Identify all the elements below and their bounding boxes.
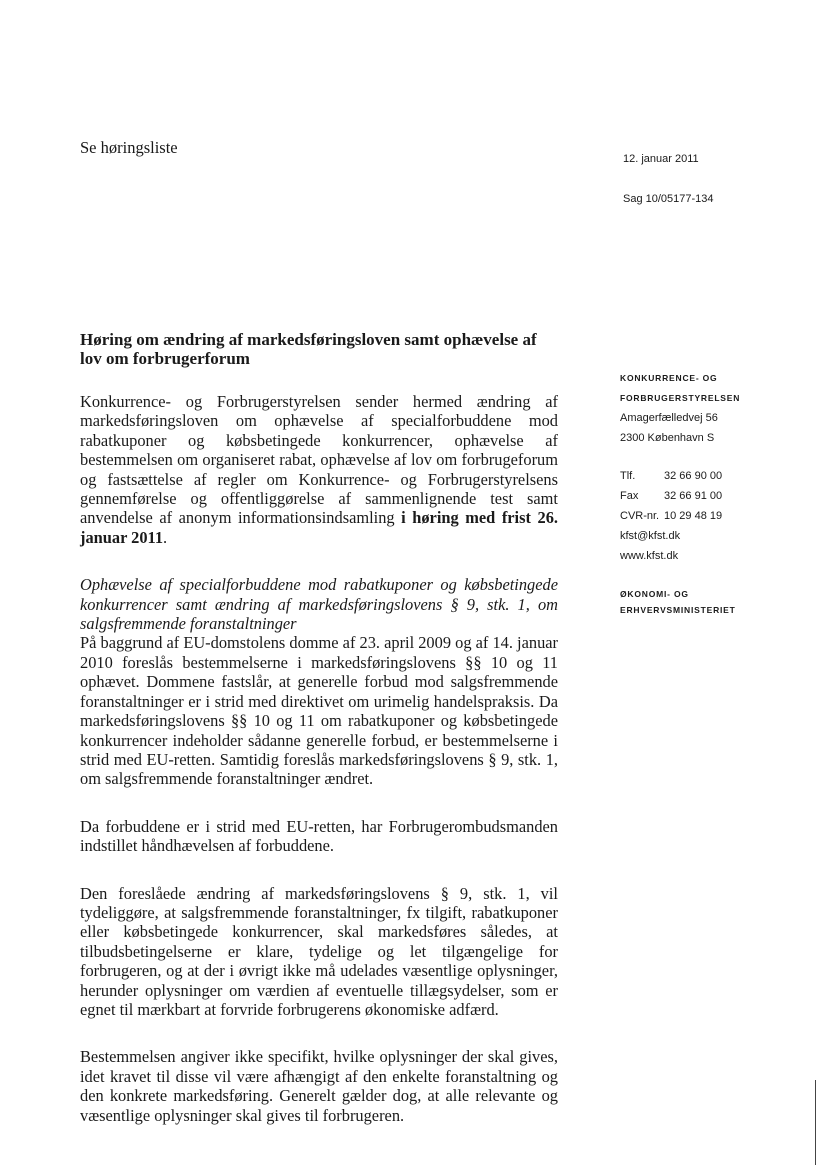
ministry-line1: ØKONOMI- OG xyxy=(620,589,689,599)
email: kfst@kfst.dk xyxy=(620,530,681,542)
section-heading: Ophævelse af specialforbuddene mod rabatkuponer og købsbetingede konkurrencer samt ændring af markedsføringslovens § 9, stk. 1, om salgsfremmende foranstaltninger xyxy=(80,575,558,634)
sender-info xyxy=(620,368,740,620)
body-paragraph: På baggrund af EU-domstolens domme af 23. april 2009 og af 14. januar 2010 foreslås bestemmelserne i markedsføringslovens §§ 10 og 11 ophævet. Dommene fastslår, at generelle forbud mod salgsfremmende foranstaltninger er i strid med direktivet om urimelig handelspraksis. Da markedsføringslovens §§ 10 og 11 om rabatkuponer og købsbetingede konkurrencer indeholder sådanne generelle forbud, er bestemmelserne i strid med EU-retten. Samtidig foreslås markedsføringslovens § 9, stk. 1, om salgsfremmende foranstaltninger ændret. xyxy=(80,633,558,789)
ministry-line2: ERHVERVSMINISTERIET xyxy=(620,605,736,615)
org-name-line2: FORBRUGERSTYRELSEN xyxy=(620,393,741,403)
case-number: Sag 10/05177-134 xyxy=(623,193,714,205)
org-name-line1: KONKURRENCE- OG xyxy=(620,373,718,383)
scan-edge-line xyxy=(815,1080,816,1165)
intro-text: Konkurrence- og Forbrugerstyrelsen sender hermed ændring af markedsføringsloven om ophævelse af specialforbuddene mod rabatkuponer og købsbetingede konkurrencer, ophævelse af bestemmelsen om organiseret rabat, ophævelse af lov om forbrugeforum og fastsættelse af regler om Konkurrence- og Forbrugerstyrelsens gennemførelse og offentliggørelse af sammenlignende test samt anvendelse af anonym informationsindsamling xyxy=(80,392,558,528)
phone-number: 32 66 90 00 xyxy=(664,470,723,482)
fax-label: Fax xyxy=(620,490,639,502)
letter-date: 12. januar 2011 xyxy=(623,153,699,165)
fax-number: 32 66 91 00 xyxy=(664,490,723,502)
letter-body xyxy=(80,330,558,1153)
address-city: 2300 København S xyxy=(620,432,715,444)
phone-row xyxy=(620,466,740,486)
phone-label: Tlf. xyxy=(620,470,636,482)
body-paragraph: Bestemmelsen angiver ikke specifikt, hvilke oplysninger der skal gives, idet kravet til disse vil være afhængigt af den enkelte foranstaltning og den konkrete markedsføring. Generelt gælder dog, at alle relevante og væsentlige oplysninger skal gives til forbrugeren. xyxy=(80,1047,558,1125)
recipient: Se høringsliste xyxy=(80,138,178,157)
cvr-label: CVR-nr. xyxy=(620,510,660,522)
cvr-row xyxy=(620,506,740,526)
body-paragraph: Den foreslåede ændring af markedsføringslovens § 9, stk. 1, vil tydeliggøre, at salgsfremmende foranstaltninger, fx tilgift, rabatkuponer eller købsbetingede konkurrencer, skal markedsføres således, at tilbudsbetingelserne er klare, tydelige og let tilgængelige for forbrugeren, og at der i øvrigt ikke må udelades væsentlige oplysninger, herunder oplysninger om værdien af eventuelle tillægsydelser, som er egnet til mærkbart at forvride forbrugerens økonomiske adfærd. xyxy=(80,883,558,1019)
intro-end: . xyxy=(163,527,168,547)
address-street: Amagerfælledvej 56 xyxy=(620,412,718,424)
document-title: Høring om ændring af markedsføringsloven samt ophævelse af lov om forbrugerforum xyxy=(80,330,537,368)
cvr-number: 10 29 48 19 xyxy=(664,510,723,522)
deadline-text: i høring med frist 26. januar 2011 xyxy=(80,508,558,547)
fax-row xyxy=(620,486,740,506)
website: www.kfst.dk xyxy=(620,550,679,562)
intro-paragraph xyxy=(80,392,558,547)
body-paragraph: Da forbuddene er i strid med EU-retten, har Forbrugerombudsmanden indstillet håndhævelsen af forbuddene. xyxy=(80,816,558,856)
